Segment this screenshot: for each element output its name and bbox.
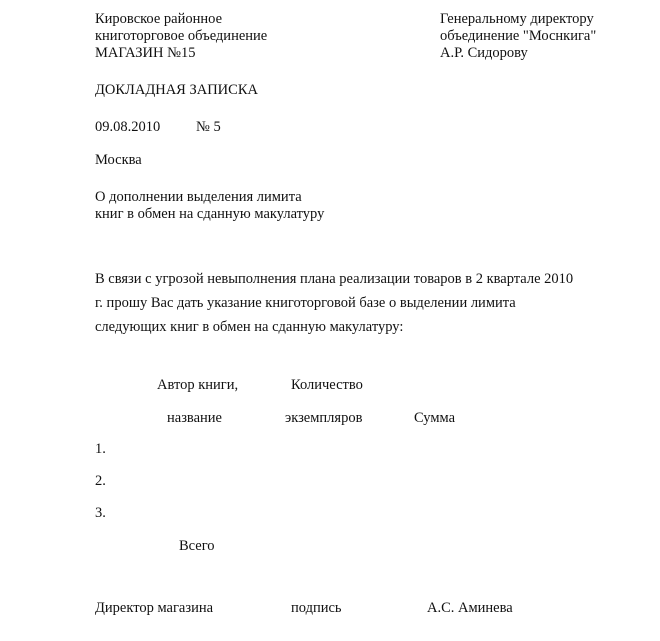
table-row-2: 2. <box>95 473 106 489</box>
subject-line-1: О дополнении выделения лимита <box>95 189 302 205</box>
body-line-1: В связи с угрозой невыполнения плана реализации товаров в 2 квартале 2010 <box>95 271 574 287</box>
table-row-3: 3. <box>95 505 106 521</box>
table-header-copies: экземпляров <box>285 410 363 426</box>
document-number: № 5 <box>196 119 221 135</box>
table-header-author: Автор книги, <box>157 377 239 393</box>
table-total: Всего <box>179 538 215 554</box>
document-date: 09.08.2010 <box>95 119 161 135</box>
table-header-title: название <box>167 410 222 426</box>
body-line-2: г. прошу Вас дать указание книготорговой базе о выделении лимита <box>95 295 516 311</box>
subject-line-2: книг в обмен на сданную макулатуру <box>95 206 325 222</box>
sender-line-2: книготорговое объединение <box>95 28 268 44</box>
sender-line-3: МАГАЗИН №15 <box>95 45 196 61</box>
signature-name: А.С. Аминева <box>427 600 513 616</box>
table-header-sum: Сумма <box>414 410 456 426</box>
signature-sign-label: подпись <box>291 600 342 616</box>
table-header-quantity: Количество <box>291 377 363 393</box>
signature-position: Директор магазина <box>95 600 214 616</box>
body-line-3: следующих книг в обмен на сданную макулатуру: <box>95 319 404 335</box>
table-row-1: 1. <box>95 441 106 457</box>
sender-line-1: Кировское районное <box>95 11 223 27</box>
recipient-line-2: объединение "Моснкига" <box>440 28 597 44</box>
recipient-line-3: А.Р. Сидорову <box>440 45 528 61</box>
recipient-line-1: Генеральному директору <box>440 11 594 27</box>
document-place: Москва <box>95 152 142 168</box>
document-type: ДОКЛАДНАЯ ЗАПИСКА <box>95 82 258 98</box>
